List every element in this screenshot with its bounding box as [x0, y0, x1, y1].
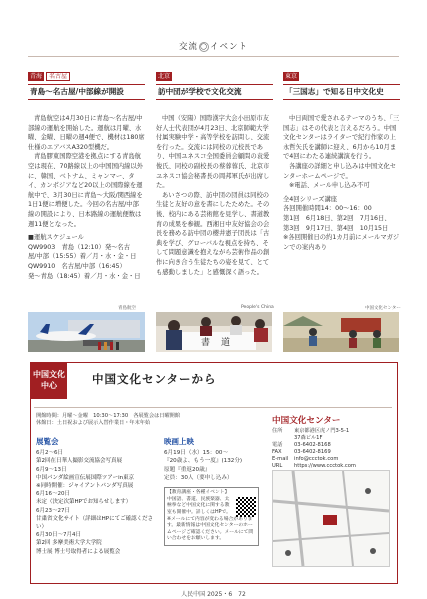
divider: [34, 407, 392, 408]
qr-code-icon[interactable]: [236, 497, 256, 517]
center-contact: 中国文化センター 住所 東京都港区虎ノ門3-5-1 37森ビル1F 電話 03-6402-8168 FAX 03-6402-8169 E-mail info@ccctok.com URL https://www.ccctok.com: [272, 414, 392, 470]
email-link[interactable]: info@ccctok.com: [294, 456, 339, 462]
region-tag: 青海: [30, 73, 43, 80]
article-heading: 訪中団が学校で文化交流: [156, 84, 273, 100]
events-note: 【教育講座・各種イベント】 中国語、書道、民族楽器、太極拳など中国文化に関する教室も開催中。詳しくはHPで。 ※メールにて内容が変わる場合があります。最新情報は中国文化センターのホームページご確認ください。メールにて問い合わせをお願いします。: [164, 487, 259, 546]
lecture-schedule: 全4回シリーズ講座 各回開催時間14：00〜16：00 第1回 6月18日、第2回 7月16日、 第3回 9月17日、第4回 10月15日 ※各回開催日の約1カ月前にメールマガジンでの案内あり: [283, 195, 400, 251]
three-kingdoms-painting: [283, 312, 399, 352]
calligraphy-photo: [156, 312, 272, 352]
article-heading: 青島〜名古屋/中部線が開設: [28, 84, 145, 100]
article-body: 青島航空は4月30日に青島〜名古屋/中部線の運航を開始した。運航は月曜、水曜、金曜、日曜の週4便で、機材は180席仕様のエアバスA320型機だ。 青島膠東国際空港を拠点にする青島航空は現在、70路線以上の中国国内線以外に、韓国、ベトナム、ミャンマー、タイ、カンボジアなど20以上の国際線を運航中で、3月30日に青島〜大阪/関西線を1日1便に増便した。今回の名古屋/中部線の開設により、日本路線の運航便数は週11便となった。: [28, 115, 145, 228]
opening-hours: 開館時間：月曜〜金曜 10:30〜17:30 各展覧会は日曜開館 休館日：土日祝および展示入替作業日・年末年始: [36, 413, 181, 426]
airplane-photo: [28, 312, 145, 352]
contact-title: 中国文化センター: [272, 416, 341, 426]
article-tokyo: [283, 63, 400, 252]
article-beijing: [156, 63, 273, 277]
photo-credit: People's China: [241, 305, 274, 310]
film-screening: 映画上映 6月19日（水）15：00〜 『20歳よ、もう一度』(132分) 原題『重返20歳』 定員：30人（要申し込み） 【教育講座・各種イベント】 中国語、書道、民族楽器、太極拳など中国文化に関する教室も開催中。詳しくはHPで。 ※メールにて内容が変わる場合があります。最新情報は中国文化センターのホームページご確認ください。メールにて問い合わせをお願いします。: [164, 438, 259, 546]
article-body: 中日両国で愛されるテーマのうち、「三国志」はその代表と言えるだろう。中国文化センターはライターで紀行作家の上永哲矢氏を講師に迎え、6月から10月まで4回にわたる連続講演を行う。 各講座の詳細と申し込みは中国文化センターホームページで。 ※電話、メール申し込み不可: [283, 115, 400, 190]
article-body: 中国（安陽）国際漢字大会小田原市友好人士代表団が4月23日、北京師範大学付属実験中学・高等学校を訪問し、交流を行った。交流には同校の元校長であり、中国ユネスコ全国委員会顧問の袁愛俊氏、同校の副校長の蔡蓉蓉氏、北京市ユネスコ協会秘書長の岡邦軍氏が出席した。 あいさつの際、訪中団の団員は同校の生徒と友好の意を書にしたためた。その後、校内にある芸術館を見学し、書道教育の成果を参観。西湘日中友好協会の会長を務める訪中団の櫻井憲子団長は「古典を学び、グローバルな視点を持ち、そして問題意識を抱えながら芸術作品の創作に向き合う生徒たちの姿を見て、とても感動しました」と感慨深く語った。: [156, 115, 270, 276]
photo-credit: 中国文化センター: [365, 306, 401, 311]
exhibition-heading: 展覧会: [36, 437, 59, 446]
website-link[interactable]: https://www.ccctok.com: [294, 463, 356, 469]
page-footer: 人民中国 2025・6 72: [181, 591, 246, 598]
svg-text:書: 書: [201, 338, 211, 348]
center-logo: 中国文化中心: [31, 363, 67, 399]
region-tag: 東京: [285, 73, 298, 80]
flight-schedule: ■運航スケジュール QW9903 青島（12:10）発〜名古 屋/中部（15:55）着／月・水・金・日 QW9910 名古屋/中部（16:45） 発〜青島（18:45）着／月・水・金・日: [28, 234, 141, 280]
subregion-tag: 名古屋: [46, 72, 70, 81]
article-heading: 「三国志」で知る日中文化史: [283, 84, 400, 100]
svg-text:道: 道: [221, 338, 231, 348]
access-map: [272, 470, 390, 567]
center-title: 中国文化センターから: [92, 372, 217, 386]
divider: [28, 56, 399, 57]
section-title: 交流 ◯ イベント: [178, 42, 249, 52]
exhibition-list: 展覧会 6月2〜6日 第2回在日華人撮影交流協会写真展 6月9〜13日 中国パンダ絵画宣伝展国際ツアーin東京 ※同時開催：ジャイアントパンダ写真展 6月16〜20日 未定（決定次第HPでお知らせします） 6月23〜27日 甘粛省文化サイト（詳細はHPにてご確認ください） 6月30日〜7月4日 第2回 多摩美術大学大学院 博士展 博士号取得者による展覧会: [36, 438, 161, 556]
circle-icon: ◯: [200, 42, 208, 50]
article-qingdao: [28, 63, 145, 281]
region-tag: 北京: [158, 73, 171, 80]
film-heading: 映画上映: [164, 437, 194, 446]
photo-credit: 青島航空: [118, 306, 136, 311]
